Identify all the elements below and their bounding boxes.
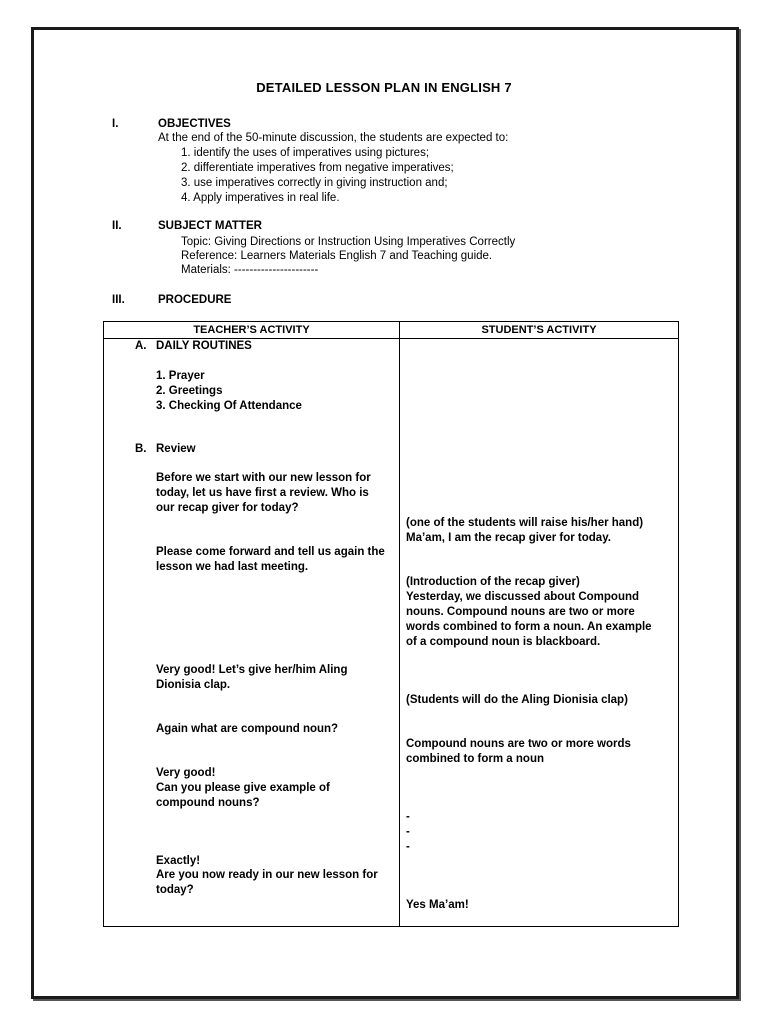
objective-item: 2. differentiate imperatives from negative imperatives; [181, 162, 454, 174]
teacher-line: Dionisia clap. [156, 679, 231, 691]
teacher-line: Again what are compound noun? [156, 723, 339, 735]
teacher-activity-header: TEACHER’S ACTIVITY [193, 324, 310, 336]
student-line: - [406, 841, 410, 853]
student-line: (one of the students will raise his/her hand) [406, 517, 644, 529]
daily-routines-letter: A. [135, 340, 147, 352]
student-line: Ma’am, I am the recap giver for today. [406, 532, 611, 544]
routine-item: 3. Checking Of Attendance [156, 400, 302, 412]
student-line: (Introduction of the recap giver) [406, 576, 580, 588]
teacher-line: Are you now ready in our new lesson for [156, 869, 378, 881]
teacher-line: today, let us have first a review. Who is [156, 487, 369, 499]
objectives-heading: OBJECTIVES [158, 118, 231, 130]
document-title: DETAILED LESSON PLAN IN ENGLISH 7 [256, 80, 512, 95]
review-letter: B. [135, 443, 147, 455]
student-activity-header: STUDENT’S ACTIVITY [481, 324, 597, 336]
objective-item: 1. identify the uses of imperatives using pictures; [181, 147, 430, 159]
procedure-numeral: III. [112, 294, 125, 306]
subject-reference: Reference: Learners Materials English 7 and Teaching guide. [181, 250, 493, 262]
routine-item: 2. Greetings [156, 385, 223, 397]
teacher-line: Exactly! [156, 855, 201, 867]
objectives-numeral: I. [112, 118, 119, 130]
objective-item: 4. Apply imperatives in real life. [181, 192, 340, 204]
subject-topic: Topic: Giving Directions or Instruction Using Imperatives Correctly [181, 236, 516, 248]
student-line: Yes Ma’am! [406, 899, 469, 911]
column-divider [399, 322, 400, 926]
student-line: of a compound noun is blackboard. [406, 636, 601, 648]
teacher-line: today? [156, 884, 194, 896]
teacher-line: Before we start with our new lesson for [156, 472, 371, 484]
routine-item: 1. Prayer [156, 370, 205, 382]
teacher-line: lesson we had last meeting. [156, 561, 309, 573]
teacher-line: Please come forward and tell us again the [156, 546, 385, 558]
review-heading: Review [156, 443, 196, 455]
student-line: - [406, 811, 410, 823]
procedure-heading: PROCEDURE [158, 294, 232, 306]
student-line: Yesterday, we discussed about Compound [406, 591, 640, 603]
teacher-line: Very good! Let’s give her/him Aling [156, 664, 348, 676]
teacher-line: Very good! [156, 767, 216, 779]
student-line: nouns. Compound nouns are two or more [406, 606, 635, 618]
objective-item: 3. use imperatives correctly in giving instruction and; [181, 177, 448, 189]
teacher-line: Can you please give example of [156, 782, 330, 794]
student-line: Compound nouns are two or more words [406, 738, 631, 750]
teacher-line: our recap giver for today? [156, 502, 299, 514]
teacher-line: compound nouns? [156, 797, 260, 809]
daily-routines-heading: DAILY ROUTINES [156, 340, 252, 352]
student-line: - [406, 826, 410, 838]
objectives-intro: At the end of the 50-minute discussion, the students are expected to: [158, 132, 509, 144]
subject-matter-heading: SUBJECT MATTER [158, 220, 262, 232]
student-line: (Students will do the Aling Dionisia clap) [406, 694, 628, 706]
subject-matter-numeral: II. [112, 220, 122, 232]
student-line: words combined to form a noun. An example [406, 621, 652, 633]
student-line: combined to form a noun [406, 753, 544, 765]
subject-materials: Materials: ---------------------- [181, 264, 319, 276]
